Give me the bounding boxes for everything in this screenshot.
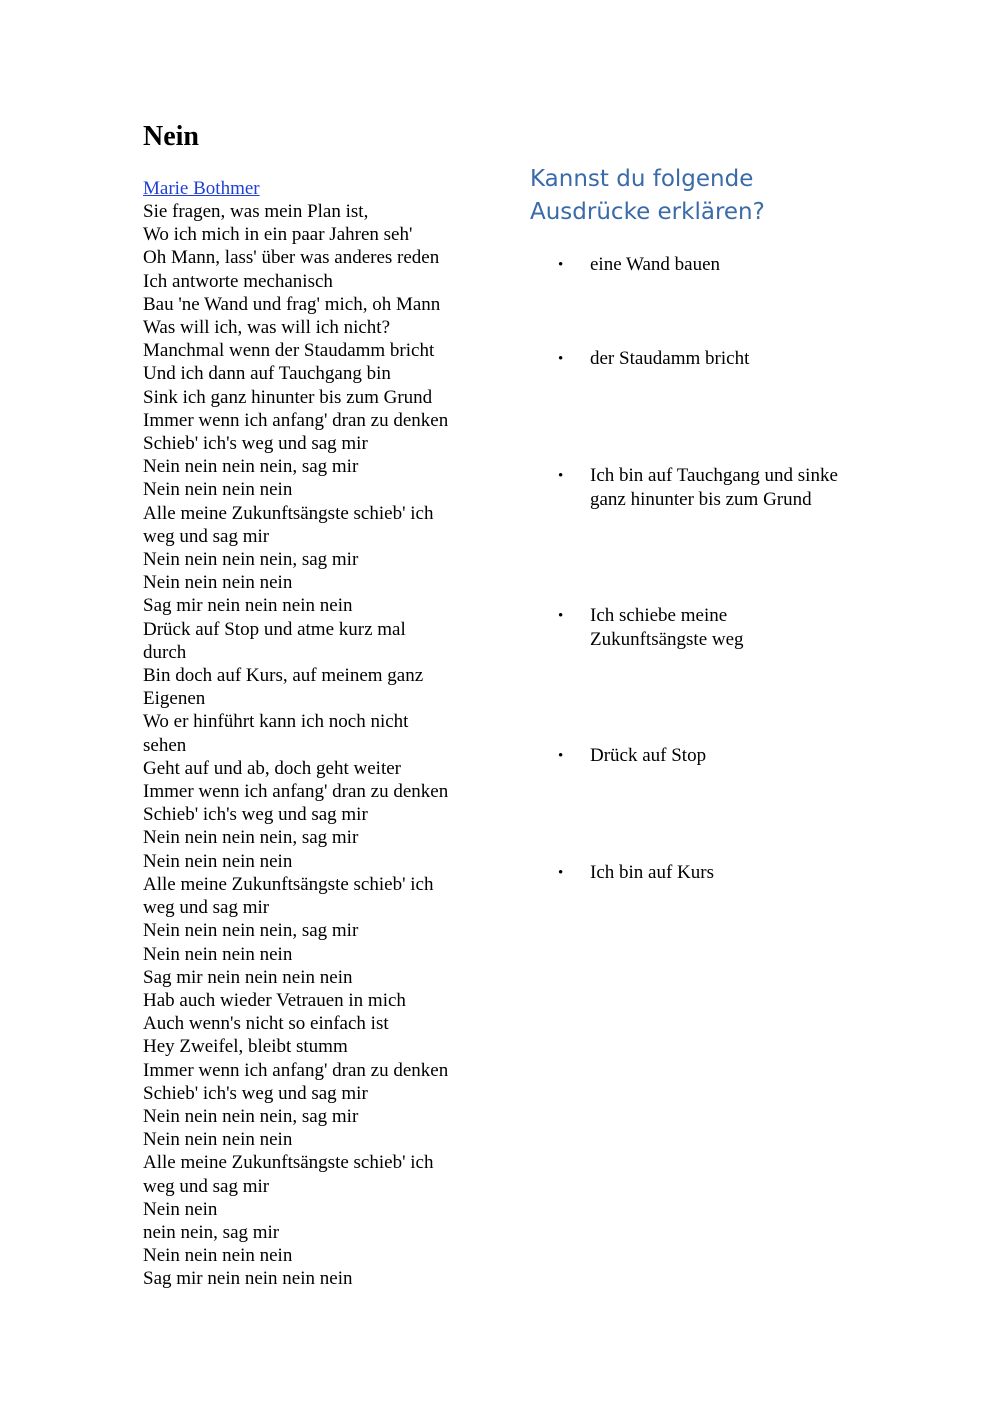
bullet-icon: • xyxy=(558,865,564,881)
lyric-line: Nein nein nein nein, sag mir xyxy=(143,827,359,849)
lyric-line: Immer wenn ich anfang' dran zu denken xyxy=(143,409,449,431)
lyric-line: Nein nein nein nein xyxy=(143,1245,293,1267)
expression-text: Drück auf Stop xyxy=(590,745,707,766)
lyric-line: Sag mir nein nein nein nein xyxy=(143,595,353,617)
bullet-icon: • xyxy=(558,748,564,764)
lyric-line: Sink ich ganz hinunter bis zum Grund xyxy=(143,386,433,408)
bullet-icon: • xyxy=(558,608,564,624)
lyric-line: Auch wenn's nicht so einfach ist xyxy=(143,1013,389,1035)
bullet-icon: • xyxy=(558,257,564,273)
lyric-line: Ich antworte mechanisch xyxy=(143,270,333,292)
lyric-line: Nein nein xyxy=(143,1198,218,1220)
lyric-line: Nein nein nein nein xyxy=(143,479,293,501)
lyric-line: Und ich dann auf Tauchgang bin xyxy=(143,363,391,385)
expression-text: Ich schiebe meine Zukunftsängste weg xyxy=(590,605,744,650)
bullet-icon: • xyxy=(558,351,564,367)
lyric-line: Nein nein nein nein xyxy=(143,1129,293,1151)
lyric-line: Immer wenn ich anfang' dran zu denken xyxy=(143,781,449,803)
lyric-line: Bau 'ne Wand und frag' mich, oh Mann xyxy=(143,293,441,315)
lyric-line: Oh Mann, lass' über was anderes reden xyxy=(143,247,440,269)
lyric-line: Nein nein nein nein xyxy=(143,850,293,872)
expression-text: Ich bin auf Tauchgang und sinke ganz hinunter bis zum Grund xyxy=(590,465,838,510)
lyric-line: nein nein, sag mir xyxy=(143,1221,280,1243)
lyric-line: Wo er hinführt kann ich noch nicht xyxy=(143,711,409,733)
lyric-line: Was will ich, was will ich nicht? xyxy=(143,317,390,339)
lyric-line: Geht auf und ab, doch geht weiter xyxy=(143,757,401,779)
lyric-line: Schieb' ich's weg und sag mir xyxy=(143,433,368,455)
question-heading-line-1: Kannst du folgende xyxy=(530,166,754,192)
lyrics-text xyxy=(143,200,483,1291)
page-title: Nein xyxy=(143,121,199,152)
expression-text: der Staudamm bricht xyxy=(590,348,750,369)
lyric-line: Alle meine Zukunftsängste schieb' ich xyxy=(143,873,434,895)
lyric-line: Nein nein nein nein, sag mir xyxy=(143,549,359,571)
lyric-line: sehen xyxy=(143,734,187,756)
lyric-line: Schieb' ich's weg und sag mir xyxy=(143,1082,368,1104)
expression-item-2 xyxy=(558,347,858,371)
lyric-line: Eigenen xyxy=(143,688,206,710)
lyric-line: Nein nein nein nein xyxy=(143,943,293,965)
lyric-line: Wo ich mich in ein paar Jahren seh' xyxy=(143,224,413,246)
expression-text: eine Wand bauen xyxy=(590,254,721,275)
expression-item-1 xyxy=(558,253,858,277)
lyric-line: Nein nein nein nein xyxy=(143,572,293,594)
expression-item-3 xyxy=(558,464,858,512)
lyric-line: Nein nein nein nein, sag mir xyxy=(143,456,359,478)
lyric-line: Schieb' ich's weg und sag mir xyxy=(143,804,368,826)
expression-text: Ich bin auf Kurs xyxy=(590,862,714,883)
lyric-line: Sie fragen, was mein Plan ist, xyxy=(143,201,369,222)
lyric-line: Manchmal wenn der Staudamm bricht xyxy=(143,340,435,362)
bullet-icon: • xyxy=(558,468,564,484)
lyric-line: Bin doch auf Kurs, auf meinem ganz xyxy=(143,665,424,687)
lyric-line: Hab auch wieder Vetrauen in mich xyxy=(143,989,406,1011)
lyric-line: Immer wenn ich anfang' dran zu denken xyxy=(143,1059,449,1081)
lyric-line: Hey Zweifel, bleibt stumm xyxy=(143,1036,348,1058)
expression-item-6 xyxy=(558,861,858,885)
author-link[interactable]: Marie Bothmer xyxy=(143,178,260,199)
lyric-line: Alle meine Zukunftsängste schieb' ich xyxy=(143,502,434,524)
lyric-line: weg und sag mir xyxy=(143,897,270,919)
lyric-line: Alle meine Zukunftsängste schieb' ich xyxy=(143,1152,434,1174)
lyric-line: Nein nein nein nein, sag mir xyxy=(143,1105,359,1127)
lyric-line: Sag mir nein nein nein nein xyxy=(143,966,353,988)
lyric-line: Drück auf Stop und atme kurz mal xyxy=(143,618,406,640)
lyric-line: durch xyxy=(143,641,187,663)
lyric-line: Sag mir nein nein nein nein xyxy=(143,1268,353,1290)
lyric-line: weg und sag mir xyxy=(143,1175,270,1197)
expression-item-4 xyxy=(558,604,858,652)
lyric-line: weg und sag mir xyxy=(143,525,270,547)
lyric-line: Nein nein nein nein, sag mir xyxy=(143,920,359,942)
question-heading xyxy=(530,163,850,229)
question-heading-line-2: Ausdrücke erklären? xyxy=(530,199,765,225)
expression-item-5 xyxy=(558,744,858,768)
